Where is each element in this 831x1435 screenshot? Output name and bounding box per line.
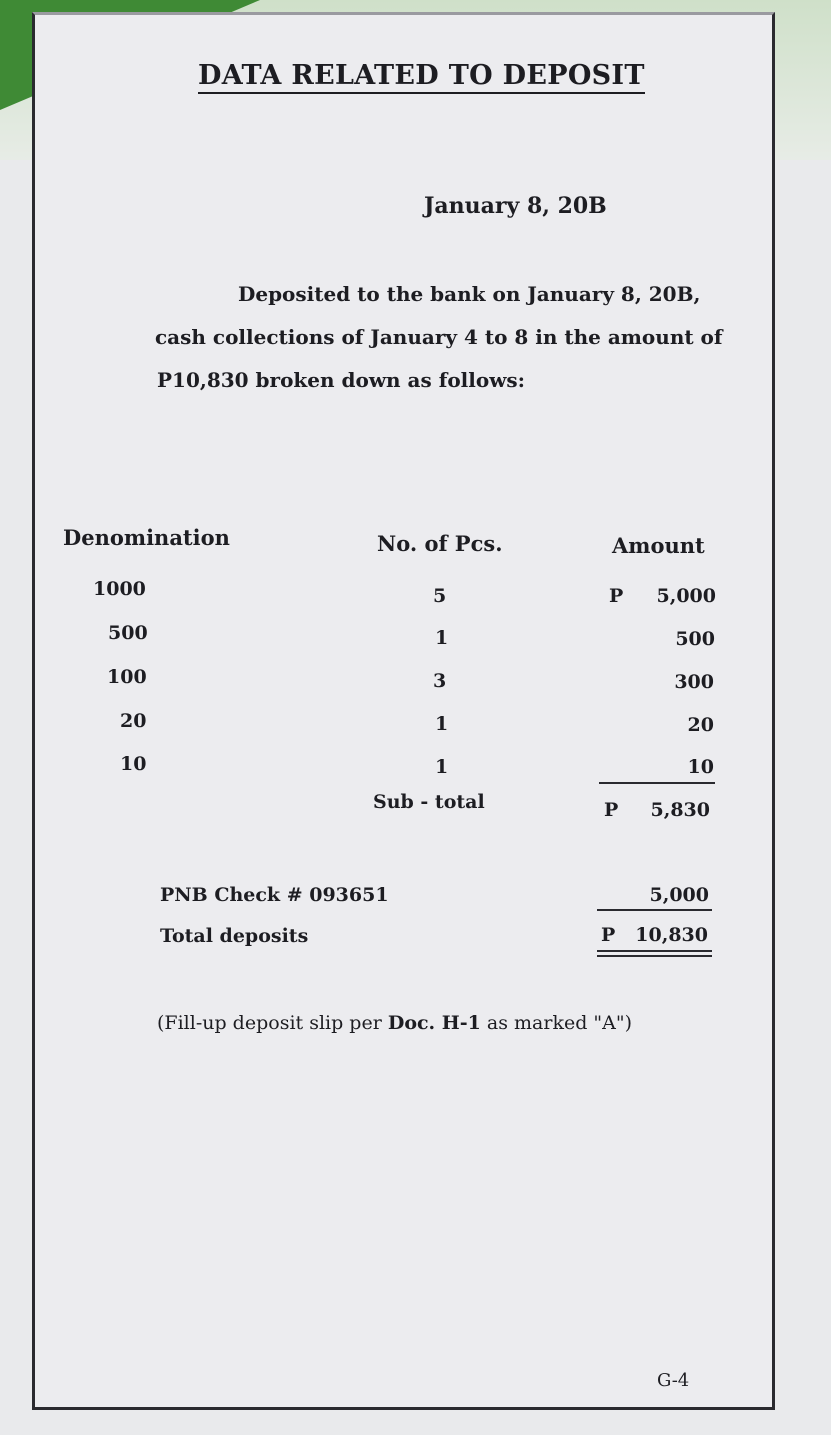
row-4-pcs: 1 [435,713,449,735]
total-label: Total deposits [160,925,309,947]
row-2-denomination: 500 [108,622,148,644]
row-1-pcs: 5 [433,585,447,607]
paragraph-line-1: Deposited to the bank on January 8, 20B, [238,282,701,306]
instruction-note: (Fill-up deposit slip per Doc. H-1 as marked "A") [157,1012,633,1034]
total-amount: 10,830 [635,924,708,946]
row-1-prefix: P [609,585,624,607]
document-title: DATA RELATED TO DEPOSIT [198,60,645,94]
row-3-pcs: 3 [433,670,447,692]
row-1-denomination: 1000 [93,578,146,600]
total-prefix: P [601,924,616,946]
subtotal-prefix: P [604,799,619,821]
row-4-amount: 20 [687,714,714,736]
double-rule-top [597,950,712,952]
row-3-denomination: 100 [107,666,147,688]
header-denomination: Denomination [63,525,230,550]
paragraph-line-2: cash collections of January 4 to 8 in the amount of [155,325,723,349]
row-3-amount: 300 [674,671,714,693]
row-4-denomination: 20 [120,710,147,732]
check-label: PNB Check # 093651 [160,884,389,906]
paragraph-line-3: P10,830 broken down as follows: [157,368,526,392]
subtotal-rule [599,782,715,784]
page-number: G-4 [657,1370,690,1391]
row-5-pcs: 1 [435,756,449,778]
row-2-amount: 500 [675,628,715,650]
row-5-amount: 10 [687,756,714,778]
subtotal-label: Sub - total [373,791,485,813]
header-amount: Amount [612,533,705,558]
deposit-date: January 8, 20B [424,193,607,219]
total-rule [597,909,712,911]
row-5-denomination: 10 [120,753,147,775]
subtotal-amount: 5,830 [650,799,710,821]
double-rule-bottom [597,955,712,957]
check-amount: 5,000 [649,884,709,906]
row-2-pcs: 1 [435,627,449,649]
header-pcs: No. of Pcs. [377,531,503,556]
row-1-amount: 5,000 [656,585,716,607]
